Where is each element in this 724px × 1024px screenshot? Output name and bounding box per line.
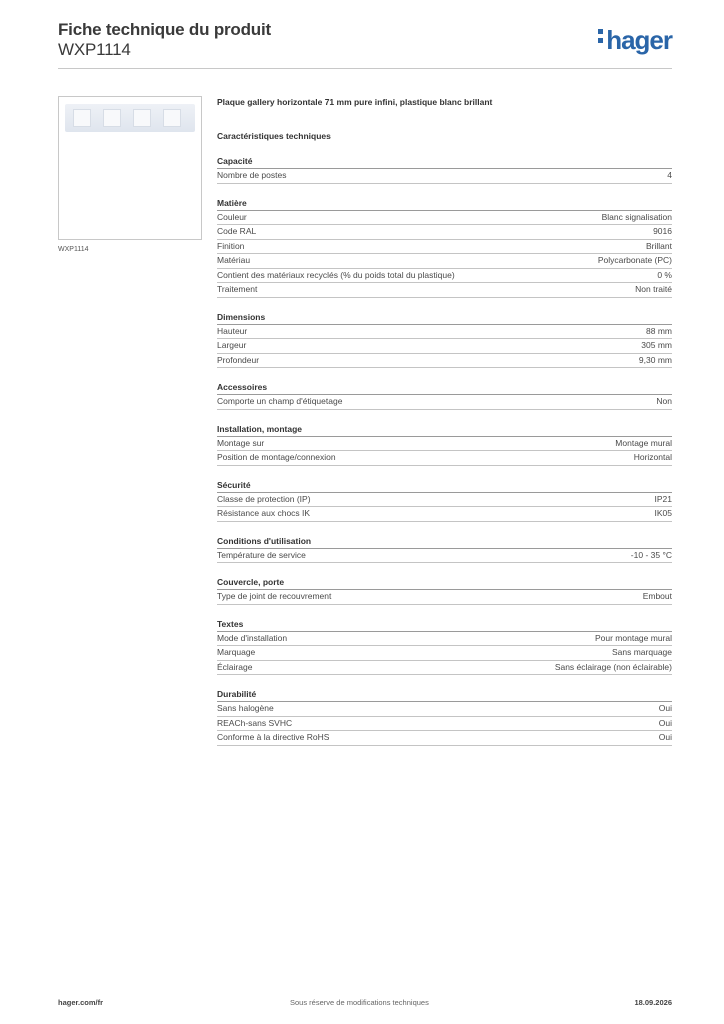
spec-row [217, 169, 672, 184]
section-title: Textes [217, 619, 672, 632]
spec-row [217, 283, 672, 298]
spec-row [217, 632, 672, 647]
section-title: Capacité [217, 156, 672, 169]
spec-value: 0 % [657, 269, 672, 280]
spec-value: Pour montage mural [594, 632, 672, 643]
spec-row [217, 731, 672, 746]
spec-label: Contient des matériaux recyclés (% du poids total du plastique) [217, 269, 455, 280]
logo-text: hager [606, 25, 672, 55]
image-caption: WXP1114 [58, 246, 89, 253]
spec-label: REACh-sans SVHC [217, 717, 293, 728]
spec-value: Sans marquage [611, 647, 672, 657]
spec-section [217, 156, 672, 184]
hager-logo [598, 26, 672, 54]
spec-row [217, 507, 672, 522]
spec-label: Sans halogène [217, 703, 274, 713]
spec-row [217, 702, 672, 717]
spec-label: Conforme à la directive RoHS [217, 732, 330, 742]
page-title: Fiche technique du produit [58, 20, 271, 39]
spec-row [217, 240, 672, 255]
spec-section [217, 577, 672, 605]
spec-row [217, 395, 672, 410]
spec-value: 9016 [653, 226, 672, 236]
spec-value: 4 [667, 170, 672, 180]
spec-section [217, 536, 672, 564]
spec-value: Brillant [646, 240, 672, 251]
spec-value: Horizontal [633, 452, 672, 462]
spec-content [217, 96, 672, 746]
page-footer [58, 998, 672, 1010]
spec-value: 305 mm [641, 340, 672, 350]
spec-label: Profondeur [217, 354, 260, 365]
section-title: Couvercle, porte [217, 577, 672, 590]
spec-label: Matériau [217, 255, 251, 265]
spec-value: Non traité [635, 284, 672, 294]
spec-value: Polycarbonate (PC) [597, 255, 672, 265]
section-title: Sécurité [217, 480, 672, 493]
header-divider [58, 68, 672, 69]
spec-label: Montage sur [217, 437, 265, 448]
spec-value: IP21 [654, 493, 672, 504]
spec-row [217, 549, 672, 564]
wall-plate-illustration [65, 104, 195, 132]
spec-label: Éclairage [217, 661, 253, 672]
plate-slot [103, 109, 121, 127]
spec-label: Température de service [217, 549, 306, 560]
spec-value: Blanc signalisation [601, 211, 672, 222]
spec-row [217, 254, 672, 269]
spec-value: Embout [642, 591, 672, 601]
spec-label: Hauteur [217, 325, 248, 336]
product-description: Plaque gallery horizontale 71 mm pure infini, plastique blanc brillant [217, 97, 493, 107]
spec-label: Nombre de postes [217, 170, 287, 180]
spec-section [217, 480, 672, 522]
spec-section [217, 689, 672, 746]
spec-row [217, 717, 672, 732]
section-title: Matière [217, 198, 672, 211]
spec-row [217, 339, 672, 354]
spec-label: Marquage [217, 647, 256, 657]
spec-section [217, 382, 672, 410]
spec-label: Mode d'installation [217, 632, 288, 643]
spec-value: Oui [658, 732, 672, 742]
spec-label: Finition [217, 240, 245, 251]
spec-value: -10 - 35 °C [630, 549, 672, 560]
spec-label: Classe de protection (IP) [217, 493, 311, 504]
spec-row [217, 211, 672, 226]
spec-value: Oui [658, 717, 672, 728]
spec-row [217, 269, 672, 284]
spec-value: IK05 [654, 508, 672, 518]
logo-colon-icon [598, 25, 604, 47]
section-title: Conditions d'utilisation [217, 536, 672, 549]
spec-value: Oui [658, 703, 672, 713]
spec-section [217, 312, 672, 369]
product-image [58, 96, 202, 240]
spec-sections [217, 156, 672, 746]
spec-value: 9,30 mm [638, 354, 672, 365]
plate-slot [133, 109, 151, 127]
spec-label: Couleur [217, 211, 247, 222]
section-title: Dimensions [217, 312, 672, 325]
spec-row [217, 437, 672, 452]
spec-row [217, 590, 672, 605]
spec-section [217, 619, 672, 676]
spec-row [217, 451, 672, 466]
spec-row [217, 661, 672, 676]
spec-row [217, 646, 672, 661]
spec-row [217, 225, 672, 240]
product-reference: WXP1114 [58, 40, 131, 59]
spec-value: Sans éclairage (non éclairable) [554, 661, 672, 672]
spec-value: 88 mm [646, 325, 672, 336]
characteristics-heading: Caractéristiques techniques [217, 131, 331, 141]
spec-row [217, 493, 672, 508]
spec-label: Comporte un champ d'étiquetage [217, 396, 343, 406]
spec-label: Type de joint de recouvrement [217, 591, 332, 601]
footer-website: hager.com/fr [58, 998, 104, 1007]
spec-value: Non [656, 396, 672, 406]
spec-label: Résistance aux chocs IK [217, 508, 311, 518]
page-header [58, 20, 672, 68]
spec-section [217, 424, 672, 466]
spec-label: Traitement [217, 284, 258, 294]
plate-slot [73, 109, 91, 127]
plate-slot [163, 109, 181, 127]
spec-value: Montage mural [615, 437, 672, 448]
section-title: Durabilité [217, 689, 672, 702]
footer-date: 18.09.2026 [634, 998, 672, 1007]
spec-row [217, 354, 672, 369]
section-title: Accessoires [217, 382, 672, 395]
section-title: Installation, montage [217, 424, 672, 437]
spec-section [217, 198, 672, 298]
spec-label: Largeur [217, 340, 247, 350]
spec-row [217, 325, 672, 340]
spec-label: Position de montage/connexion [217, 452, 336, 462]
footer-notice: Sous réserve de modifications techniques [290, 998, 429, 1007]
spec-label: Code RAL [217, 226, 257, 236]
